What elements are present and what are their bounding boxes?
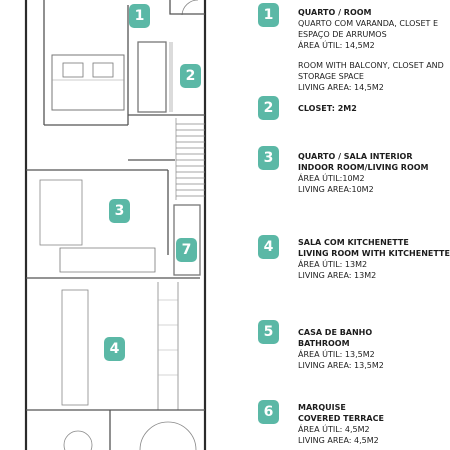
legend-title-6: MARQUISE [298, 403, 346, 412]
legend-badge-1: 1 [258, 3, 279, 27]
legend-title-1: QUARTO / ROOM [298, 8, 372, 17]
legend-title-5: CASA DE BANHO [298, 328, 373, 337]
legend-line: ÁREA ÚTIL: 4,5M2 [298, 425, 370, 434]
legend-badge-6: 6 [258, 400, 279, 424]
legend-badge-2: 2 [258, 96, 279, 120]
legend-line: LIVING AREA: 4,5M2 [298, 436, 379, 445]
legend-title-5-en: BATHROOM [298, 339, 350, 348]
legend-title-4-en: LIVING ROOM WITH KITCHENETTE [298, 249, 450, 258]
plan-badge-2: 2 [180, 64, 201, 88]
legend-badge-3: 3 [258, 146, 279, 170]
legend-title-3: QUARTO / SALA INTERIOR [298, 152, 413, 161]
legend-line-en: LIVING AREA: 14,5M2 [298, 83, 384, 92]
legend-line: LIVING AREA:10M2 [298, 185, 374, 194]
legend-line: QUARTO COM VARANDA, CLOSET E ESPAÇO DE ARRUMOS [298, 19, 439, 39]
floor-plan [0, 0, 215, 450]
legend-title-4: SALA COM KITCHENETTE [298, 238, 409, 247]
legend-line: ÁREA ÚTIL: 14,5M2 [298, 41, 375, 50]
legend-badge-5: 5 [258, 320, 279, 344]
legend-title-3-en: INDOOR ROOM/LIVING ROOM [298, 163, 429, 172]
legend-line: ÁREA ÚTIL: 13,5M2 [298, 350, 375, 359]
plan-badge-7: 7 [176, 238, 197, 262]
legend-badge-4: 4 [258, 235, 279, 259]
legend-line: LIVING AREA: 13,5M2 [298, 361, 384, 370]
legend-title-6-en: COVERED TERRACE [298, 414, 384, 423]
legend-title-2: CLOSET: 2M2 [298, 104, 357, 113]
legend-line-en: ROOM WITH BALCONY, CLOSET AND STORAGE SPACE [298, 61, 444, 81]
legend-line: ÁREA ÚTIL:10M2 [298, 174, 365, 183]
plan-badge-4: 4 [104, 337, 125, 361]
legend-line: LIVING AREA: 13M2 [298, 271, 377, 280]
plan-badge-3: 3 [109, 199, 130, 223]
plan-badge-1: 1 [129, 4, 150, 28]
legend-line: ÁREA ÚTIL: 13M2 [298, 260, 368, 269]
